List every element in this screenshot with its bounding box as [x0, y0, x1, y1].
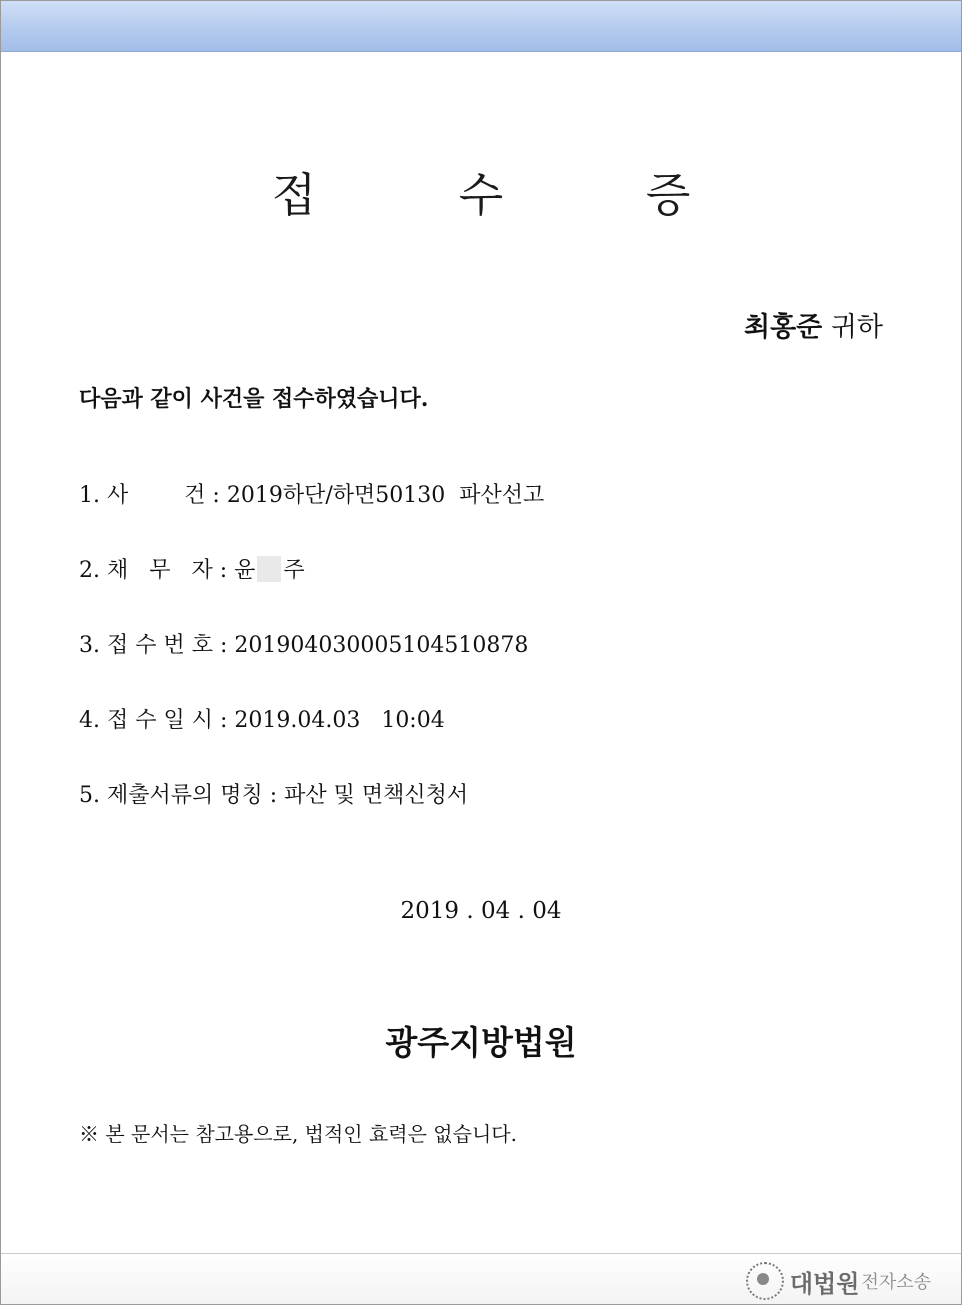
item-debtor [79, 553, 305, 584]
item-receipt-datetime [79, 703, 445, 734]
item-receipt-datetime-label: 4. 접 수 일 시 : [79, 708, 235, 733]
item-document-name-label: 5. 제출서류의 명칭 : [79, 783, 285, 808]
item-receipt-number [79, 628, 528, 659]
item-case-value: 2019하단/하면50130 파산선고 [226, 483, 545, 508]
recipient [744, 305, 883, 344]
window-top-bar [1, 1, 961, 52]
item-document-name [79, 778, 468, 809]
item-case [79, 478, 544, 509]
item-case-label: 1. 사 건 : [79, 483, 227, 508]
item-receipt-number-value: 201904030005104510878 [234, 633, 529, 658]
item-document-name-value: 파산 및 면책신청서 [284, 783, 469, 808]
court-seal-icon [746, 1262, 784, 1300]
recipient-honorific: 귀하 [830, 312, 883, 343]
item-receipt-number-label: 3. 접 수 번 호 : [79, 633, 235, 658]
disclaimer-notice: ※ 본 문서는 참고용으로, 법적인 효력은 없습니다. [79, 1122, 517, 1146]
redaction-mask [257, 556, 281, 582]
issue-date: 2019 . 04 . 04 [400, 898, 562, 924]
recipient-name: 최홍준 [743, 312, 823, 343]
intro-text: 다음과 같이 사건을 접수하였습니다. [79, 386, 429, 412]
item-receipt-datetime-value: 2019.04.03 10:04 [234, 708, 445, 733]
item-debtor-value-first: 윤 [234, 558, 256, 583]
item-debtor-value-last: 주 [283, 558, 305, 583]
supreme-court-logo [746, 1262, 931, 1300]
logo-main-text: 대법원 [789, 1269, 860, 1298]
logo-sub-text: 전자소송 [861, 1272, 931, 1293]
footer-bar [1, 1253, 961, 1304]
court-name: 광주지방법원 [385, 1023, 577, 1062]
item-debtor-label: 2. 채 무 자 : [79, 558, 235, 583]
document-title: 접 수 증 [271, 168, 755, 222]
